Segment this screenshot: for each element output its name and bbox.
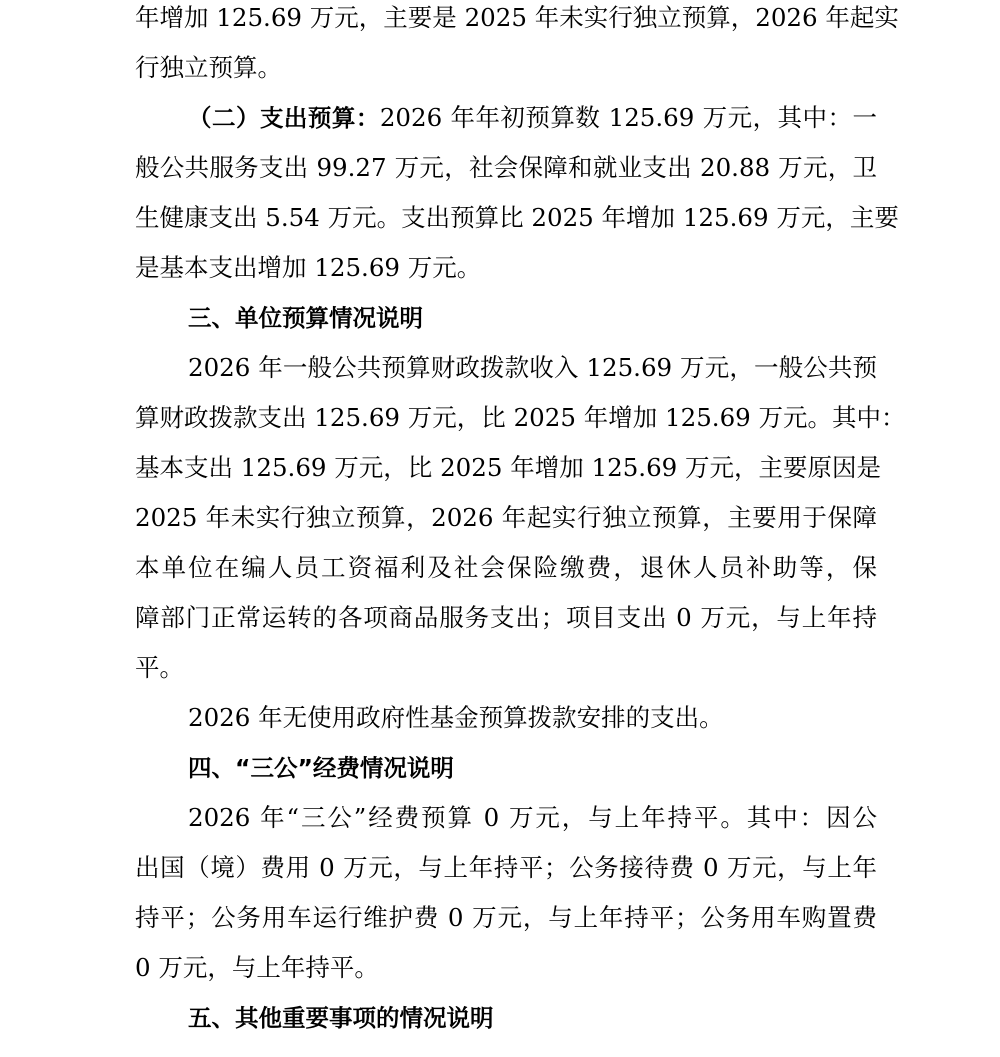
body-line: 出国（境）费用 0 万元，与上年持平；公务接待费 0 万元，与上年: [135, 853, 877, 882]
body-line: 年增加 125.69 万元，主要是 2025 年未实行独立预算，2026 年起实: [135, 3, 899, 32]
expenditure-budget-label: （二）支出预算：: [188, 104, 380, 132]
body-line: 0 万元，与上年持平。: [135, 953, 379, 982]
body-line: 持平；公务用车运行维护费 0 万元，与上年持平；公务用车购置费: [135, 903, 877, 932]
body-line: 2026 年无使用政府性基金预算拨款安排的支出。: [188, 703, 724, 732]
body-line: 生健康支出 5.54 万元。支出预算比 2025 年增加 125.69 万元，主要: [135, 203, 899, 232]
body-line: 行独立预算。: [135, 53, 282, 82]
body-line: 般公共服务支出 99.27 万元，社会保障和就业支出 20.88 万元，卫: [135, 153, 877, 182]
body-line: 本单位在编人员工资福利及社会保险缴费，退休人员补助等，保: [135, 553, 877, 582]
section-heading-other-matters: 五、其他重要事项的情况说明: [188, 1004, 494, 1032]
body-line: 2026 年“三公”经费预算 0 万元，与上年持平。其中：因公: [188, 803, 877, 832]
body-line: 基本支出 125.69 万元，比 2025 年增加 125.69 万元，主要原因是: [135, 453, 882, 482]
body-line: 是基本支出增加 125.69 万元。: [135, 253, 482, 282]
body-line: 障部门正常运转的各项商品服务支出；项目支出 0 万元，与上年持: [135, 603, 877, 632]
expenditure-budget-line: [188, 103, 877, 156]
body-line: 算财政拨款支出 125.69 万元，比 2025 年增加 125.69 万元。其中：: [135, 403, 906, 432]
body-line: 平。: [135, 653, 184, 682]
section-heading-three-public: 四、“三公”经费情况说明: [188, 754, 454, 782]
body-line: 2025 年未实行独立预算，2026 年起实行独立预算，主要用于保障: [135, 503, 877, 532]
section-heading-unit-budget: 三、单位预算情况说明: [188, 304, 423, 332]
body-line: 2026 年一般公共预算财政拨款收入 125.69 万元，一般公共预: [188, 353, 877, 382]
body-text: 2026 年年初预算数 125.69 万元，其中：一: [379, 103, 877, 132]
